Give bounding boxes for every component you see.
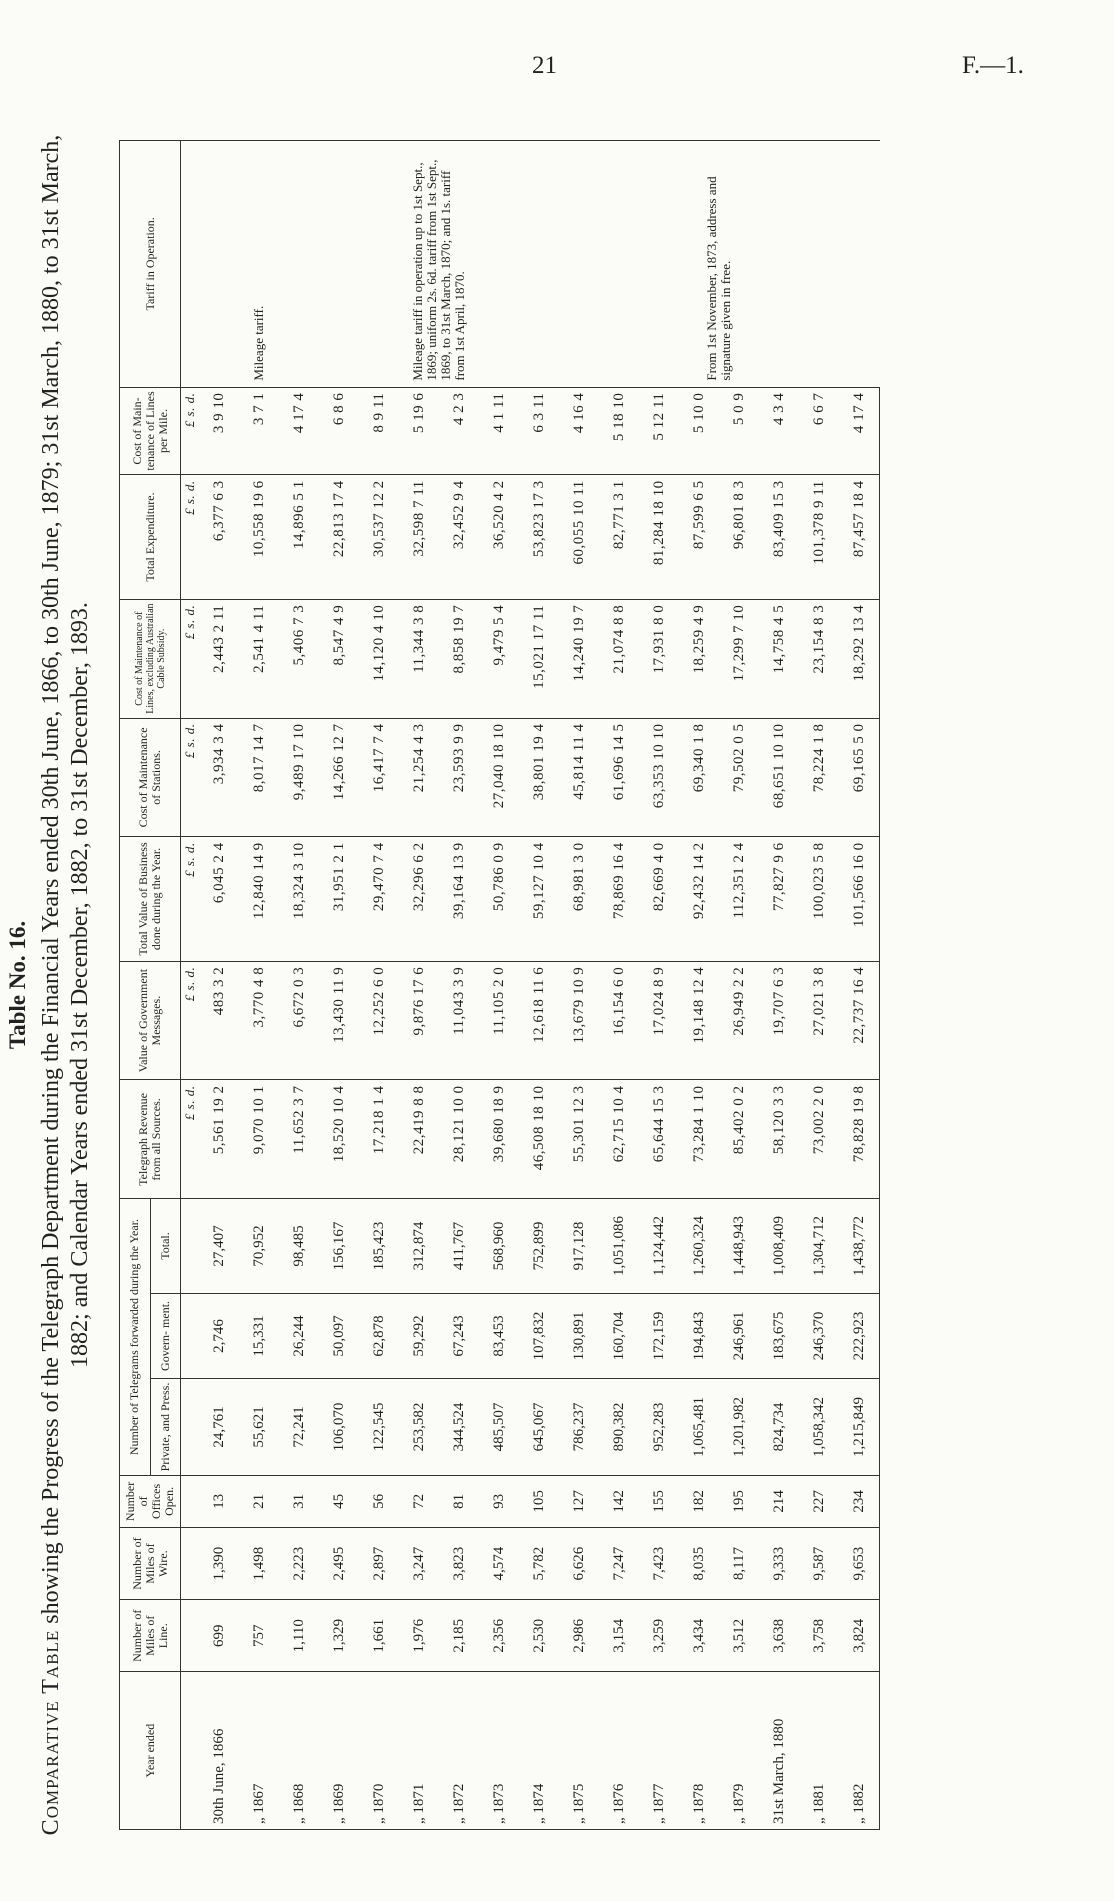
cell-lines: 2,541 4 11 (239, 599, 279, 718)
cell-wire: 2,223 (279, 1527, 319, 1599)
cell-line: 2,986 (559, 1600, 599, 1672)
cell-mile: 4 17 4 (279, 387, 319, 475)
col-offices: Number of Offices Open. (120, 1475, 181, 1527)
cell-govval: 6,672 0 3 (279, 961, 319, 1080)
cell-business: 100,023 5 8 (799, 837, 839, 961)
cell-expend: 32,598 7 11 (399, 475, 439, 599)
cell-gov: 107,832 (519, 1293, 559, 1379)
table-row (719, 141, 759, 1830)
cell-line: 2,356 (479, 1600, 519, 1672)
heading-lead: Comparative Table (38, 1629, 64, 1836)
cell-year: „ 1870 (359, 1672, 399, 1830)
cell-line: 3,259 (639, 1600, 679, 1672)
cell-line: 2,530 (519, 1600, 559, 1672)
cell-wire: 1,498 (239, 1527, 279, 1599)
cell-year: „ 1874 (519, 1672, 559, 1830)
cell-lines: 17,299 7 10 (719, 599, 759, 718)
cell-wire: 3,823 (439, 1527, 479, 1599)
cell-total: 1,008,409 (759, 1199, 799, 1293)
col-expenditure: Total Expenditure. (120, 475, 181, 599)
cell-wire: 6,626 (559, 1527, 599, 1599)
cell-business: 31,951 2 1 (319, 837, 359, 961)
cell-expend: 96,801 8 3 (719, 475, 759, 599)
cell-gov: 67,243 (439, 1293, 479, 1379)
cell-year: „ 1881 (799, 1672, 839, 1830)
cell-revenue: 85,402 0 2 (719, 1080, 759, 1199)
cell-revenue: 46,508 18 10 (519, 1080, 559, 1199)
cell-mile: 3 9 10 (199, 387, 239, 475)
cell-private: 72,241 (279, 1379, 319, 1476)
unit-lsd: £ s. d. (181, 599, 200, 718)
unit-lsd: £ s. d. (181, 837, 200, 961)
cell-stations: 8,017 14 7 (239, 718, 279, 837)
cell-wire: 1,390 (199, 1527, 239, 1599)
cell-gov: 130,891 (559, 1293, 599, 1379)
cell-mile: 5 19 6 (399, 387, 439, 475)
cell-total: 185,423 (359, 1199, 399, 1293)
cell-line: 699 (199, 1600, 239, 1672)
col-year: Year ended (120, 1672, 181, 1830)
cell-mile: 4 2 3 (439, 387, 479, 475)
cell-offices: 13 (199, 1475, 239, 1527)
tariff-mileage-note: Mileage tariff in operation up to 1st Sept., 1869; uniform 2s. 6d. tariff from 1st Sept., 1869, to 31st March, 1870; and 1s. tariff from 1st April, 1870. (319, 141, 559, 388)
cell-mile: 6 8 6 (319, 387, 359, 475)
cell-expend: 6,377 6 3 (199, 475, 239, 599)
tariff-free-note: From 1st November, 1873, address and signature given in free. (559, 141, 880, 388)
cell-expend: 36,520 4 2 (479, 475, 519, 599)
cell-revenue: 39,680 18 9 (479, 1080, 519, 1199)
unit-per-mile: £ s. d. (181, 387, 200, 475)
cell-govval: 17,024 8 9 (639, 961, 679, 1080)
col-revenue: Telegraph Revenue from all Sources. (120, 1080, 181, 1199)
cell-lines: 18,292 13 4 (839, 599, 880, 718)
cell-line: 3,154 (599, 1600, 639, 1672)
cell-business: 77,827 9 6 (759, 837, 799, 961)
cell-offices: 182 (679, 1475, 719, 1527)
cell-total: 27,407 (199, 1199, 239, 1293)
cell-line: 3,638 (759, 1600, 799, 1672)
cell-total: 411,767 (439, 1199, 479, 1293)
cell-line: 3,512 (719, 1600, 759, 1672)
unit-lsd: £ s. d. (181, 961, 200, 1080)
cell-offices: 234 (839, 1475, 880, 1527)
cell-revenue: 9,070 10 1 (239, 1080, 279, 1199)
col-per-mile: Cost of Main- tenance of Lines per Mile. (120, 387, 181, 475)
col-telegrams-group: Number of Telegrams forwarded during the Year. (120, 1199, 151, 1475)
cell-year: „ 1876 (599, 1672, 639, 1830)
cell-stations: 45,814 11 4 (559, 718, 599, 837)
cell-govval: 26,949 2 2 (719, 961, 759, 1080)
cell-business: 78,869 16 4 (599, 837, 639, 961)
cell-stations: 9,489 17 10 (279, 718, 319, 837)
cell-revenue: 17,218 1 4 (359, 1080, 399, 1199)
cell-stations: 27,040 18 10 (479, 718, 519, 837)
cell-stations: 23,593 9 9 (439, 718, 479, 837)
cell-business: 101,566 16 0 (839, 837, 880, 961)
table-row (639, 141, 679, 1830)
col-government: Govern- ment. (150, 1293, 181, 1379)
unit-lsd: £ s. d. (181, 718, 200, 837)
cell-expend: 14,896 5 1 (279, 475, 319, 599)
tariff-mileage: Mileage tariff. (199, 141, 319, 388)
cell-expend: 22,813 17 4 (319, 475, 359, 599)
cell-revenue: 65,644 15 3 (639, 1080, 679, 1199)
cell-revenue: 73,284 1 10 (679, 1080, 719, 1199)
table-row (599, 141, 639, 1830)
cell-total: 1,304,712 (799, 1199, 839, 1293)
cell-stations: 21,254 4 3 (399, 718, 439, 837)
cell-total: 312,874 (399, 1199, 439, 1293)
cell-private: 1,058,342 (799, 1379, 839, 1476)
cell-expend: 30,537 12 2 (359, 475, 399, 599)
unit-lsd: £ s. d. (181, 475, 200, 599)
col-total: Total. (150, 1199, 181, 1293)
cell-stations: 78,224 1 8 (799, 718, 839, 837)
cell-govval: 19,707 6 3 (759, 961, 799, 1080)
cell-year: 31st March, 1880 (759, 1672, 799, 1830)
cell-mile: 4 17 4 (839, 387, 880, 475)
cell-business: 92,432 14 2 (679, 837, 719, 961)
cell-mile: 5 12 11 (639, 387, 679, 475)
cell-gov: 59,292 (399, 1293, 439, 1379)
cell-lines: 8,547 4 9 (319, 599, 359, 718)
cell-lines: 18,259 4 9 (679, 599, 719, 718)
cell-year: „ 1868 (279, 1672, 319, 1830)
cell-mile: 5 18 10 (599, 387, 639, 475)
cell-wire: 8,035 (679, 1527, 719, 1599)
cell-business: 6,045 2 4 (199, 837, 239, 961)
cell-gov: 62,878 (359, 1293, 399, 1379)
cell-private: 952,283 (639, 1379, 679, 1476)
cell-govval: 13,679 10 9 (559, 961, 599, 1080)
cell-mile: 6 3 11 (519, 387, 559, 475)
cell-wire: 9,653 (839, 1527, 880, 1599)
cell-total: 1,438,772 (839, 1199, 880, 1293)
cell-business: 68,981 3 0 (559, 837, 599, 961)
cell-gov: 160,704 (599, 1293, 639, 1379)
cell-stations: 68,651 10 10 (759, 718, 799, 837)
cell-lines: 14,758 4 5 (759, 599, 799, 718)
table-row (839, 141, 880, 1830)
cell-gov: 15,331 (239, 1293, 279, 1379)
cell-private: 55,621 (239, 1379, 279, 1476)
cell-stations: 79,502 0 5 (719, 718, 759, 837)
cell-govval: 9,876 17 6 (399, 961, 439, 1080)
table-row (479, 141, 519, 1830)
cell-total: 568,960 (479, 1199, 519, 1293)
cell-expend: 101,378 9 11 (799, 475, 839, 599)
cell-offices: 142 (599, 1475, 639, 1527)
cell-lines: 14,240 19 7 (559, 599, 599, 718)
cell-stations: 16,417 7 4 (359, 718, 399, 837)
cell-wire: 3,247 (399, 1527, 439, 1599)
cell-expend: 82,771 3 1 (599, 475, 639, 599)
table-row (399, 141, 439, 1830)
cell-lines: 2,443 2 11 (199, 599, 239, 718)
cell-private: 1,215,849 (839, 1379, 880, 1476)
cell-total: 70,952 (239, 1199, 279, 1293)
cell-year: 30th June, 1866 (199, 1672, 239, 1830)
cell-offices: 21 (239, 1475, 279, 1527)
cell-mile: 4 16 4 (559, 387, 599, 475)
cell-lines: 23,154 8 3 (799, 599, 839, 718)
page-reference: F.—1. (962, 52, 1024, 79)
table-title: Table No. 16. (5, 920, 30, 1050)
cell-line: 1,661 (359, 1600, 399, 1672)
cell-govval: 11,043 3 9 (439, 961, 479, 1080)
col-business: Total Value of Business done during the Year. (120, 837, 181, 961)
cell-mile: 6 6 7 (799, 387, 839, 475)
cell-private: 122,545 (359, 1379, 399, 1476)
cell-line: 3,758 (799, 1600, 839, 1672)
cell-offices: 81 (439, 1475, 479, 1527)
cell-year: „ 1867 (239, 1672, 279, 1830)
cell-year: „ 1869 (319, 1672, 359, 1830)
table-row (679, 141, 719, 1830)
cell-mile: 8 9 11 (359, 387, 399, 475)
cell-line: 3,434 (679, 1600, 719, 1672)
cell-private: 1,201,982 (719, 1379, 759, 1476)
rotated-table-block (1, 110, 1011, 1860)
cell-offices: 214 (759, 1475, 799, 1527)
cell-business: 50,786 0 9 (479, 837, 519, 961)
cell-line: 757 (239, 1600, 279, 1672)
cell-line: 3,824 (839, 1600, 880, 1672)
cell-year: „ 1877 (639, 1672, 679, 1830)
col-miles-line: Number of Miles of Line. (120, 1600, 181, 1672)
table-row (519, 141, 559, 1830)
cell-govval: 483 3 2 (199, 961, 239, 1080)
cell-revenue: 28,121 10 0 (439, 1080, 479, 1199)
cell-total: 156,167 (319, 1199, 359, 1293)
cell-year: „ 1879 (719, 1672, 759, 1830)
table-row (319, 141, 359, 1830)
col-tariff: Tariff in Operation. (120, 141, 181, 388)
table-row (439, 141, 479, 1830)
cell-private: 344,524 (439, 1379, 479, 1476)
cell-total: 98,485 (279, 1199, 319, 1293)
cell-business: 29,470 7 4 (359, 837, 399, 961)
cell-gov: 83,453 (479, 1293, 519, 1379)
cell-private: 106,070 (319, 1379, 359, 1476)
cell-private: 824,734 (759, 1379, 799, 1476)
cell-total: 1,124,442 (639, 1199, 679, 1293)
cell-lines: 15,021 17 11 (519, 599, 559, 718)
cell-mile: 4 3 4 (759, 387, 799, 475)
cell-private: 24,761 (199, 1379, 239, 1476)
cell-stations: 61,696 14 5 (599, 718, 639, 837)
cell-lines: 5,406 7 3 (279, 599, 319, 718)
cell-private: 645,067 (519, 1379, 559, 1476)
cell-mile: 5 10 0 (679, 387, 719, 475)
cell-govval: 16,154 6 0 (599, 961, 639, 1080)
table-row (559, 141, 599, 1830)
cell-mile: 5 0 9 (719, 387, 759, 475)
cell-year: „ 1875 (559, 1672, 599, 1830)
cell-expend: 81,284 18 10 (639, 475, 679, 599)
cell-wire: 9,333 (759, 1527, 799, 1599)
cell-lines: 9,479 5 4 (479, 599, 519, 718)
table-row (239, 141, 279, 1830)
cell-govval: 19,148 12 4 (679, 961, 719, 1080)
cell-stations: 63,353 10 10 (639, 718, 679, 837)
cell-gov: 222,923 (839, 1293, 880, 1379)
cell-total: 1,260,324 (679, 1199, 719, 1293)
cell-gov: 172,159 (639, 1293, 679, 1379)
cell-stations: 69,165 5 0 (839, 718, 880, 837)
cell-expend: 87,457 18 4 (839, 475, 880, 599)
cell-lines: 21,074 8 8 (599, 599, 639, 718)
cell-offices: 127 (559, 1475, 599, 1527)
cell-year: „ 1882 (839, 1672, 880, 1830)
cell-revenue: 5,561 19 2 (199, 1080, 239, 1199)
cell-year: „ 1872 (439, 1672, 479, 1830)
unit-lsd: £ s. d. (181, 1080, 200, 1199)
cell-stations: 38,801 19 4 (519, 718, 559, 837)
cell-revenue: 18,520 10 4 (319, 1080, 359, 1199)
table-row (799, 141, 839, 1830)
cell-business: 18,324 3 10 (279, 837, 319, 961)
cell-govval: 12,252 6 0 (359, 961, 399, 1080)
cell-expend: 10,558 19 6 (239, 475, 279, 599)
cell-lines: 14,120 4 10 (359, 599, 399, 718)
cell-revenue: 73,002 2 0 (799, 1080, 839, 1199)
cell-business: 12,840 14 9 (239, 837, 279, 961)
table-heading (37, 130, 95, 1840)
table-row (199, 141, 239, 1830)
units-row (181, 141, 200, 1830)
cell-revenue: 78,828 19 8 (839, 1080, 880, 1199)
cell-expend: 87,599 6 5 (679, 475, 719, 599)
cell-mile: 3 7 1 (239, 387, 279, 475)
cell-year: „ 1878 (679, 1672, 719, 1830)
cell-wire: 5,782 (519, 1527, 559, 1599)
col-private: Private, and Press. (150, 1379, 181, 1476)
table-row (359, 141, 399, 1830)
cell-wire: 7,247 (599, 1527, 639, 1599)
cell-revenue: 22,419 8 8 (399, 1080, 439, 1199)
cell-stations: 14,266 12 7 (319, 718, 359, 837)
cell-stations: 69,340 1 8 (679, 718, 719, 837)
cell-expend: 32,452 9 4 (439, 475, 479, 599)
cell-total: 1,051,086 (599, 1199, 639, 1293)
cell-govval: 11,105 2 0 (479, 961, 519, 1080)
cell-expend: 83,409 15 3 (759, 475, 799, 599)
telegraph-progress-table (119, 140, 880, 1830)
table-row (759, 141, 799, 1830)
cell-offices: 56 (359, 1475, 399, 1527)
page-number: 21 (532, 52, 557, 79)
col-miles-wire: Number of Miles of Wire. (120, 1527, 181, 1599)
cell-wire: 2,897 (359, 1527, 399, 1599)
cell-year: „ 1871 (399, 1672, 439, 1830)
cell-business: 32,296 6 2 (399, 837, 439, 961)
cell-govval: 27,021 3 8 (799, 961, 839, 1080)
cell-govval: 3,770 4 8 (239, 961, 279, 1080)
cell-revenue: 58,120 3 3 (759, 1080, 799, 1199)
cell-total: 752,899 (519, 1199, 559, 1293)
cell-wire: 4,574 (479, 1527, 519, 1599)
cell-gov: 246,961 (719, 1293, 759, 1379)
cell-lines: 11,344 3 8 (399, 599, 439, 718)
cell-offices: 93 (479, 1475, 519, 1527)
cell-private: 253,582 (399, 1379, 439, 1476)
cell-business: 39,164 13 9 (439, 837, 479, 961)
cell-wire: 2,495 (319, 1527, 359, 1599)
cell-line: 1,110 (279, 1600, 319, 1672)
cell-gov: 246,370 (799, 1293, 839, 1379)
cell-gov: 183,675 (759, 1293, 799, 1379)
cell-gov: 2,746 (199, 1293, 239, 1379)
cell-gov: 26,244 (279, 1293, 319, 1379)
cell-line: 1,976 (399, 1600, 439, 1672)
cell-private: 890,382 (599, 1379, 639, 1476)
cell-offices: 45 (319, 1475, 359, 1527)
cell-wire: 9,587 (799, 1527, 839, 1599)
cell-stations: 3,934 3 4 (199, 718, 239, 837)
cell-govval: 12,618 11 6 (519, 961, 559, 1080)
cell-private: 485,507 (479, 1379, 519, 1476)
cell-gov: 194,843 (679, 1293, 719, 1379)
cell-private: 786,237 (559, 1379, 599, 1476)
cell-total: 917,128 (559, 1199, 599, 1293)
heading-text: showing the Progress of the Telegraph Department during the Financial Years ended 30th June, 1866, to 30th June, 1879; 31st March, 1880, to 31st March, 1882; and Calendar Years ended 31st December, 1882, to 31st December, 1893. (38, 134, 93, 1624)
col-stations: Cost of Maintenance of Stations. (120, 718, 181, 837)
col-gov-value: Value of Government Messages. (120, 961, 181, 1080)
table-row (279, 141, 319, 1830)
cell-expend: 60,055 10 11 (559, 475, 599, 599)
cell-total: 1,448,943 (719, 1199, 759, 1293)
cell-offices: 31 (279, 1475, 319, 1527)
cell-line: 1,329 (319, 1600, 359, 1672)
col-lines: Cost of Maintenance of Lines, excluding Australian Cable Subsidy. (120, 599, 181, 718)
cell-wire: 8,117 (719, 1527, 759, 1599)
cell-business: 112,351 2 4 (719, 837, 759, 961)
cell-revenue: 55,301 12 3 (559, 1080, 599, 1199)
cell-year: „ 1873 (479, 1672, 519, 1830)
cell-govval: 22,737 16 4 (839, 961, 880, 1080)
cell-lines: 8,858 19 7 (439, 599, 479, 718)
cell-revenue: 11,652 3 7 (279, 1080, 319, 1199)
cell-offices: 105 (519, 1475, 559, 1527)
cell-business: 82,669 4 0 (639, 837, 679, 961)
cell-offices: 227 (799, 1475, 839, 1527)
cell-govval: 13,430 11 9 (319, 961, 359, 1080)
cell-offices: 195 (719, 1475, 759, 1527)
cell-expend: 53,823 17 3 (519, 475, 559, 599)
cell-wire: 7,423 (639, 1527, 679, 1599)
cell-line: 2,185 (439, 1600, 479, 1672)
cell-revenue: 62,715 10 4 (599, 1080, 639, 1199)
cell-offices: 155 (639, 1475, 679, 1527)
cell-offices: 72 (399, 1475, 439, 1527)
cell-lines: 17,931 8 0 (639, 599, 679, 718)
cell-business: 59,127 10 4 (519, 837, 559, 961)
cell-mile: 4 1 11 (479, 387, 519, 475)
cell-private: 1,065,481 (679, 1379, 719, 1476)
cell-gov: 50,097 (319, 1293, 359, 1379)
